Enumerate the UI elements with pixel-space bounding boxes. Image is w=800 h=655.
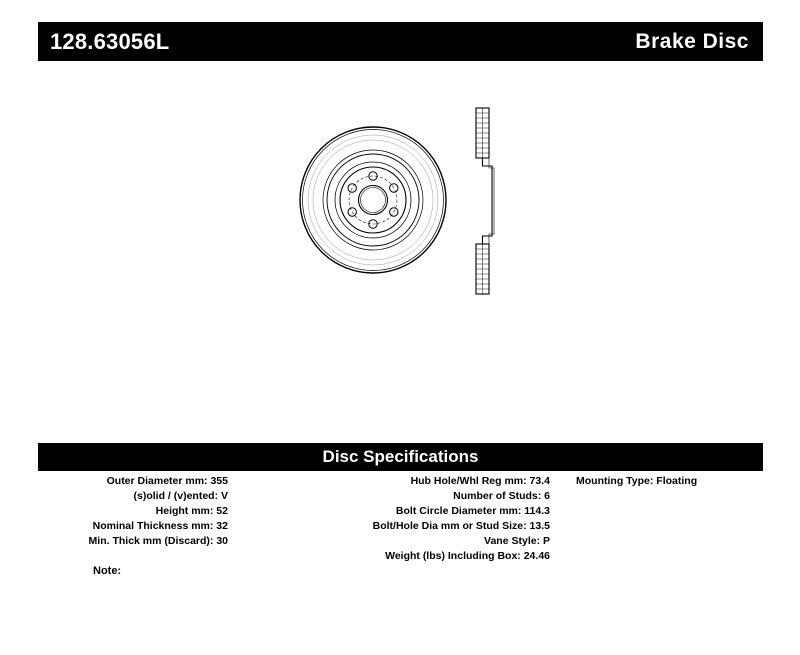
spec-item: Height mm: 52: [155, 505, 228, 517]
spec-column-middle: [238, 474, 568, 564]
spec-columns: [38, 474, 763, 564]
spec-item: Nominal Thickness mm: 32: [92, 520, 228, 532]
spec-title: Disc Specifications: [322, 447, 479, 466]
part-number: 128.63056L: [50, 28, 170, 54]
spec-item: Vane Style: P: [484, 535, 550, 547]
spec-item: Weight (lbs) Including Box: 24.46: [385, 550, 550, 562]
spec-item: Number of Studs: 6: [453, 490, 550, 502]
spec-item: Min. Thick mm (Discard): 30: [88, 535, 228, 547]
brake-disc-face-view: [296, 100, 476, 305]
brake-disc-edge-view: [458, 96, 528, 311]
header-bar: [38, 22, 763, 61]
spec-item: Hub Hole/Whl Reg mm: 73.4: [410, 475, 550, 487]
spec-item: Bolt Circle Diameter mm: 114.3: [395, 505, 550, 517]
spec-item: Mounting Type: Floating: [576, 475, 698, 487]
note-label: Note:: [93, 565, 122, 577]
spec-item: Outer Diameter mm: 355: [106, 475, 228, 487]
spec-title-bar: [38, 443, 763, 471]
drawing-area: [38, 70, 763, 430]
spec-column-left: [38, 474, 238, 564]
spec-item: (s)olid / (v)ented: V: [133, 490, 228, 502]
spec-item: Bolt/Hole Dia mm or Stud Size: 13.5: [372, 520, 550, 532]
product-type-label: Brake Disc: [635, 29, 749, 53]
spec-column-right: [568, 474, 763, 564]
